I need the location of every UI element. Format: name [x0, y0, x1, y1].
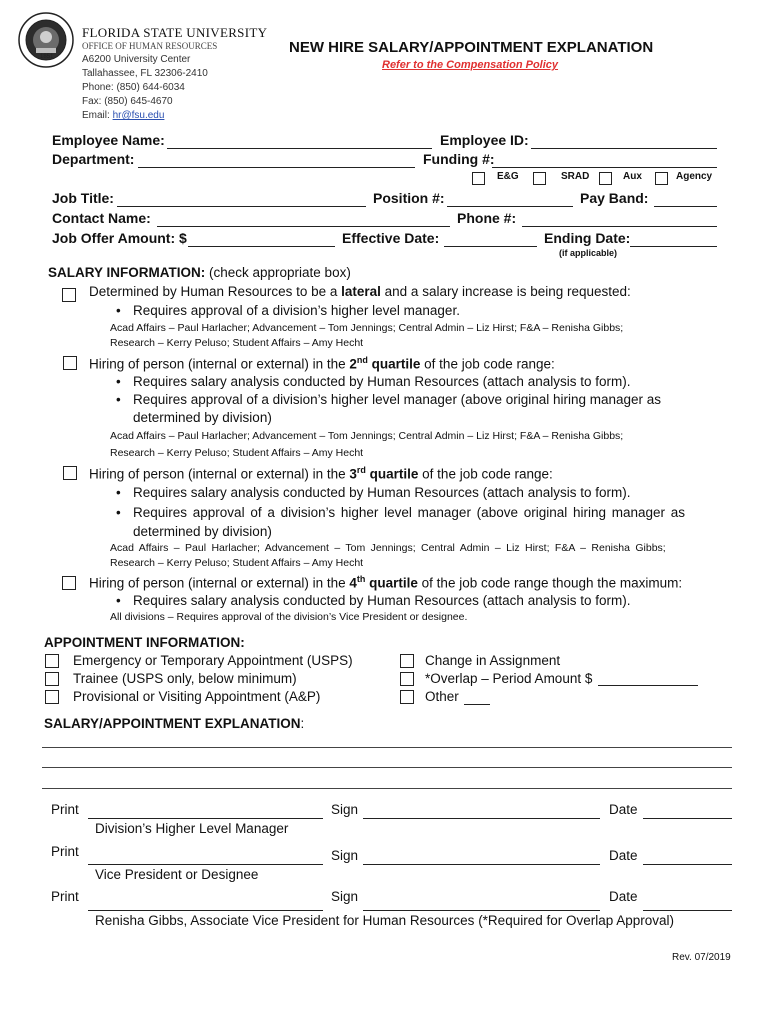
fund-srad-checkbox[interactable]	[533, 172, 546, 185]
ending-date-field[interactable]	[630, 246, 717, 247]
funding-field[interactable]	[492, 167, 717, 168]
email-line	[82, 110, 164, 121]
email-link[interactable]: hr@fsu.edu	[112, 110, 165, 121]
fund-agency-checkbox[interactable]	[655, 172, 668, 185]
sig1-print-field[interactable]	[88, 818, 323, 819]
lateral-approvers-line-1: Acad Affairs – Paul Harlacher; Advancement – Tom Jennings; Central Admin – Liz Hirst; F&A – Renisha Gibbs;	[110, 322, 624, 334]
employee-name-label: Employee Name:	[52, 132, 165, 148]
pay-band-field[interactable]	[654, 206, 717, 207]
sig3-sign-field[interactable]	[363, 910, 600, 911]
university-name: FLORIDA STATE UNIVERSITY	[82, 25, 268, 40]
appt-other-checkbox[interactable]	[400, 690, 414, 704]
position-label: Position #:	[373, 190, 445, 206]
q3-approvers-line-1: Acad Affairs – Paul Harlacher; Advancement – Tom Jennings; Central Admin – Liz Hirst; F&A – Renisha Gibbs;	[110, 542, 666, 554]
contact-name-label: Contact Name:	[52, 210, 151, 226]
employee-name-field[interactable]	[167, 148, 432, 149]
email-label: Email:	[82, 110, 113, 121]
q2-approvers-line-1: Acad Affairs – Paul Harlacher; Advancement – Tom Jennings; Central Admin – Liz Hirst; F&A – Renisha Gibbs;	[110, 430, 624, 442]
position-field[interactable]	[447, 206, 573, 207]
phone-field[interactable]	[522, 226, 717, 227]
q4-all-divisions-note: All divisions – Requires approval of the division’s Vice President or designee.	[110, 611, 468, 623]
salary-4th-quartile-option: Hiring of person (internal or external) in the 4th quartile of the job code range though the maximum:	[89, 574, 683, 591]
sig1-role: Division’s Higher Level Manager	[95, 821, 289, 836]
compensation-policy-link[interactable]: Refer to the Compensation Policy	[382, 59, 559, 71]
explanation-line-2[interactable]	[42, 767, 732, 768]
fund-aux-label: Aux	[623, 171, 642, 182]
seal-year: 1851	[40, 54, 54, 60]
lateral-approvers-line-2: Research – Kerry Peluso; Student Affairs – Amy Hecht	[110, 337, 364, 349]
effective-date-label: Effective Date:	[342, 230, 440, 246]
salary-heading: SALARY INFORMATION: (check appropriate box)	[48, 265, 351, 280]
sig1-sign-label: Sign	[331, 802, 359, 817]
employee-id-label: Employee ID:	[440, 132, 529, 148]
salary-3rd-quartile-option: Hiring of person (internal or external) in the 3rd quartile of the job code range:	[89, 465, 553, 482]
explanation-heading: SALARY/APPOINTMENT EXPLANATION:	[44, 716, 305, 731]
appt-overlap-label: *Overlap – Period Amount $	[425, 671, 593, 686]
phone-label: Phone #:	[457, 210, 517, 226]
overlap-amount-field[interactable]	[598, 685, 698, 686]
pay-band-label: Pay Band:	[580, 190, 649, 206]
sig1-date-label: Date	[609, 802, 638, 817]
salary-2nd-quartile-checkbox[interactable]	[63, 356, 77, 370]
sig2-print-label: Print	[51, 844, 79, 859]
fund-eg-checkbox[interactable]	[472, 172, 485, 185]
appt-trainee-checkbox[interactable]	[45, 672, 59, 686]
sig3-print-field[interactable]	[88, 910, 323, 911]
address-line-1: A6200 University Center	[82, 54, 191, 65]
appt-overlap-checkbox[interactable]	[400, 672, 414, 686]
job-offer-field[interactable]	[188, 246, 335, 247]
appt-emergency-checkbox[interactable]	[45, 654, 59, 668]
appt-provisional-label: Provisional or Visiting Appointment (A&P)	[73, 689, 321, 704]
fund-eg-label: E&G	[497, 171, 519, 182]
fund-agency-label: Agency	[676, 171, 713, 182]
sig3-date-field[interactable]	[643, 910, 732, 911]
sig3-role: Renisha Gibbs, Associate Vice President for Human Resources (*Required for Overlap Approval)	[95, 913, 675, 928]
if-applicable-note: (if applicable)	[559, 248, 618, 258]
employee-id-field[interactable]	[531, 148, 717, 149]
explanation-line-3[interactable]	[42, 788, 732, 789]
appt-trainee-label: Trainee (USPS only, below minimum)	[73, 671, 297, 686]
q3-approval-bullet-cont: determined by division)	[133, 524, 272, 539]
office-name: OFFICE OF HUMAN RESOURCES	[82, 41, 218, 51]
address-line-2: Tallahassee, FL 32306-2410	[82, 68, 208, 79]
fund-srad-label: SRAD	[561, 171, 590, 182]
sig2-date-field[interactable]	[643, 864, 732, 865]
phone-line: Phone: (850) 644-6034	[82, 82, 185, 93]
form-title: NEW HIRE SALARY/APPOINTMENT EXPLANATION	[289, 39, 654, 56]
appt-provisional-checkbox[interactable]	[45, 690, 59, 704]
appt-emergency-label: Emergency or Temporary Appointment (USPS)	[73, 653, 353, 668]
sig2-sign-field[interactable]	[363, 864, 600, 865]
contact-name-field[interactable]	[157, 226, 450, 227]
appt-change-checkbox[interactable]	[400, 654, 414, 668]
appt-other-field[interactable]	[464, 704, 490, 705]
sig2-role: Vice President or Designee	[95, 867, 259, 882]
lateral-approval-bullet: • Requires approval of a division’s higher level manager.	[133, 303, 460, 318]
sig3-date-label: Date	[609, 889, 638, 904]
fax-line: Fax: (850) 645-4670	[82, 96, 173, 107]
explanation-line-1[interactable]	[42, 747, 732, 748]
sig3-sign-label: Sign	[331, 889, 359, 904]
sig2-print-field[interactable]	[88, 864, 323, 865]
salary-3rd-quartile-checkbox[interactable]	[63, 466, 77, 480]
department-label: Department:	[52, 151, 135, 167]
sig2-date-label: Date	[609, 848, 638, 863]
revision-note: Rev. 07/2019	[672, 952, 731, 963]
job-title-field[interactable]	[117, 206, 366, 207]
appt-other-label: Other	[425, 689, 459, 704]
salary-lateral-checkbox[interactable]	[62, 288, 76, 302]
effective-date-field[interactable]	[444, 246, 537, 247]
sig1-print-label: Print	[51, 802, 79, 817]
salary-lateral-option: Determined by Human Resources to be a lateral and a salary increase is being requested:	[89, 284, 631, 299]
sig3-print-label: Print	[51, 889, 79, 904]
ending-date-label: Ending Date:	[544, 230, 631, 246]
q3-approvers-line-2: Research – Kerry Peluso; Student Affairs – Amy Hecht	[110, 557, 364, 569]
q3-approval-bullet: • Requires approval of a division’s higher level manager (above original hiring manager as	[133, 505, 685, 520]
q3-analysis-bullet: • Requires salary analysis conducted by Human Resources (attach analysis to form).	[133, 485, 630, 500]
sig2-sign-label: Sign	[331, 848, 359, 863]
fund-aux-checkbox[interactable]	[599, 172, 612, 185]
q2-approval-bullet-cont: determined by division)	[133, 410, 272, 425]
q2-approval-bullet: • Requires approval of a division’s higher level manager (above original hiring manager as	[133, 392, 661, 407]
q4-analysis-bullet: • Requires salary analysis conducted by Human Resources (attach analysis to form).	[133, 593, 630, 608]
job-title-label: Job Title:	[52, 190, 114, 206]
sig1-sign-field[interactable]	[363, 818, 600, 819]
q2-approvers-line-2: Research – Kerry Peluso; Student Affairs – Amy Hecht	[110, 447, 364, 459]
salary-4th-quartile-checkbox[interactable]	[62, 576, 76, 590]
appt-change-label: Change in Assignment	[425, 653, 561, 668]
appointment-heading: APPOINTMENT INFORMATION:	[44, 635, 245, 650]
funding-label: Funding #:	[423, 151, 495, 167]
department-field[interactable]	[138, 167, 415, 168]
salary-2nd-quartile-option: Hiring of person (internal or external) in the 2nd quartile of the job code range:	[89, 355, 555, 372]
job-offer-label: Job Offer Amount: $	[52, 230, 187, 246]
sig1-date-field[interactable]	[643, 818, 732, 819]
university-seal	[18, 12, 74, 68]
q2-analysis-bullet: • Requires salary analysis conducted by Human Resources (attach analysis to form).	[133, 374, 630, 389]
